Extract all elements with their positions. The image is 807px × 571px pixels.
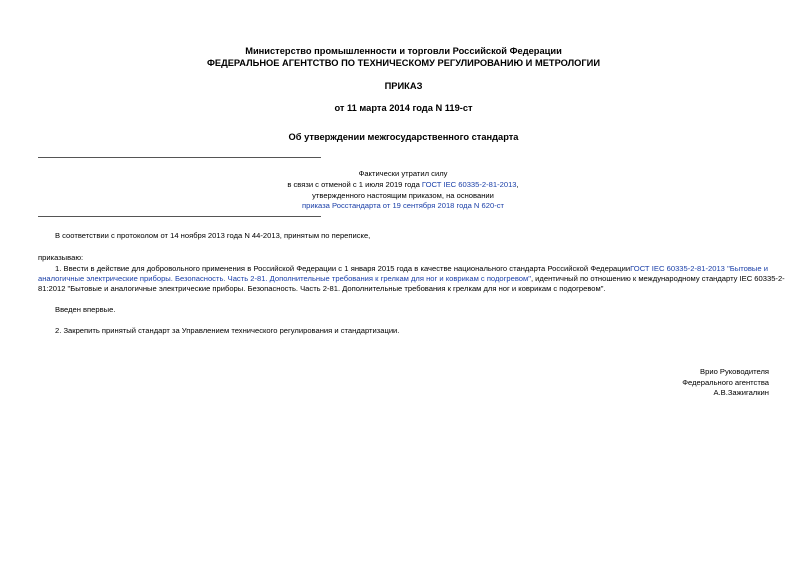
gost-standard-link[interactable]: ГОСТ IEC 60335-2-81-2013 "Бытовые и [630, 264, 768, 273]
item-1-text: , идентичный по отношению к международному стандарту IEC 60335-2- [530, 274, 785, 283]
agency-name: ФЕДЕРАЛЬНОЕ АГЕНТСТВО ПО ТЕХНИЧЕСКОМУ РЕГУЛИРОВАНИЮ И МЕТРОЛОГИИ [206, 58, 601, 68]
gost-standard-link[interactable]: аналогичные электрические приборы. Безопасность. Часть 2-81. Дополнительные требования к грелкам для ног и коврикам с подогревом" [38, 274, 531, 283]
ministry-name: Министерство промышленности и торговли Российской Федерации [245, 46, 562, 56]
status-line: Фактически утратил силу [358, 169, 448, 178]
status-line [38, 200, 768, 211]
document-title: Об утверждении межгосударственного стандарта [288, 132, 519, 142]
status-text: , [516, 180, 519, 189]
rosstandart-order-link[interactable]: приказа Росстандарта от 19 сентября 2018 года N 620-ст [301, 201, 505, 210]
document-type: ПРИКАЗ [384, 81, 423, 91]
status-line: утвержденного настоящим приказом, на основании [312, 191, 494, 200]
item-1-text: 1. Ввести в действие для добровольного применения в Российской Федерации с 1 января 2015 года в качестве национального стандарта Российской Федерации [55, 264, 631, 273]
status-rule-top [38, 157, 321, 158]
item-1-line: 81:2012 "Бытовые и аналогичные электрические приборы. Безопасность. Часть 2-81. Дополнительные требования к грелкам для ног и коврикам с подогревом". [38, 284, 606, 293]
basis-paragraph: В соответствии с протоколом от 14 ноября 2013 года N 44-2013, принятым по переписке, [55, 231, 371, 240]
gost-standard-link[interactable]: ГОСТ IEC 60335-2-81-2013 [421, 180, 517, 189]
order-word: приказываю: [38, 253, 84, 262]
item-2-paragraph: 2. Закрепить принятый стандарт за Управлением технического регулирования и стандартизации. [55, 326, 400, 335]
signatory-position: Врио Руководителя [700, 367, 769, 376]
signatory-name: А.В.Зажигалкин [713, 388, 769, 397]
first-time-note: Введен впервые. [55, 305, 116, 314]
status-rule-bottom [38, 216, 321, 217]
document-date: от 11 марта 2014 года N 119-ст [334, 103, 473, 113]
status-line [38, 179, 768, 190]
status-text: в связи с отменой с 1 июля 2019 года [287, 180, 422, 189]
signatory-position: Федерального агентства [682, 378, 769, 387]
